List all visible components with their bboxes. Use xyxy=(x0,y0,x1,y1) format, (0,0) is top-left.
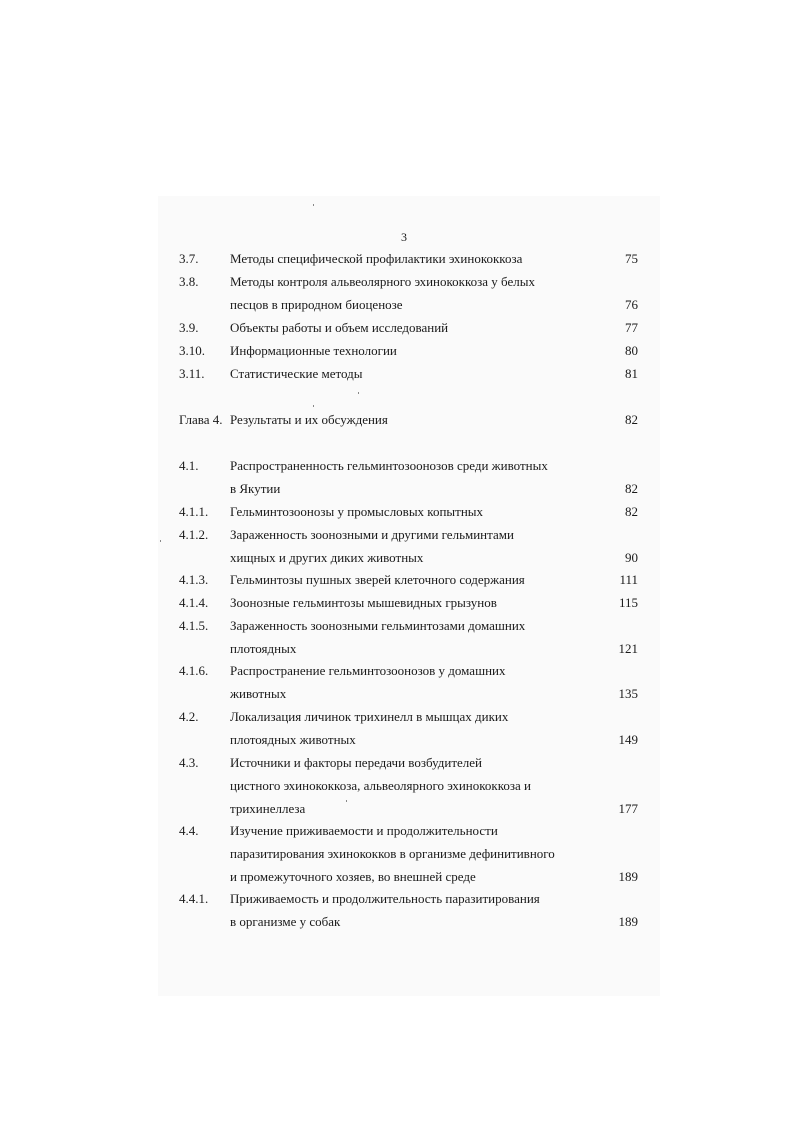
toc-entry-page: 177 xyxy=(618,801,638,816)
toc-entry-title: паразитирования эхинококков в организме дефинитивного xyxy=(230,846,555,861)
toc-entry-page: 76 xyxy=(625,297,638,312)
toc-entry-number: 4.4. xyxy=(179,823,199,838)
toc-entry-title: в Якутии xyxy=(230,481,281,496)
toc-entry-number: 4.2. xyxy=(179,709,199,724)
toc-entry-title: плотоядных животных xyxy=(230,732,356,747)
scan-speck xyxy=(346,800,347,802)
toc-entry-page: 81 xyxy=(625,366,638,381)
toc-entry-title: Зараженность зоонозными гельминтозами домашних xyxy=(230,618,526,633)
toc-entry-page: 82 xyxy=(625,504,638,519)
toc-entry-page: 111 xyxy=(619,572,638,587)
toc-entry-title: трихинеллеза xyxy=(230,801,306,816)
toc-entry-title: животных xyxy=(230,686,287,701)
toc-entry-number: 3.7. xyxy=(179,251,199,266)
toc-entry-title: Статистические методы xyxy=(230,366,363,381)
toc-entry-page: 189 xyxy=(618,914,638,929)
scan-speck xyxy=(358,392,359,394)
toc-entry-title: и промежуточного хозяев, во внешней среде xyxy=(230,869,476,884)
toc-entry-page: 90 xyxy=(625,550,638,565)
toc-entry-title: Изучение приживаемости и продолжительности xyxy=(230,823,498,838)
toc-entry-title: песцов в природном биоценозе xyxy=(230,297,403,312)
toc-entry-title: цистного эхинококкоза, альвеолярного эхинококкоза и xyxy=(230,778,531,793)
toc-entry-title: Результаты и их обсуждения xyxy=(230,412,388,427)
toc-entry-title: Зоонозные гельминтозы мышевидных грызунов xyxy=(230,595,497,610)
toc-entry-title: Источники и факторы передачи возбудителей xyxy=(230,755,483,770)
toc-entry-number: 4.1.4. xyxy=(179,595,209,610)
scan-speck xyxy=(313,405,314,407)
toc-entry-page: 82 xyxy=(625,481,638,496)
toc-entry-title: в организме у собак xyxy=(230,914,341,929)
toc-entry-page: 121 xyxy=(618,641,638,656)
toc-entry-title: Распространенность гельминтозоонозов среди животных xyxy=(230,458,548,473)
toc-entry-title: Гельминтозоонозы у промысловых копытных xyxy=(230,504,484,519)
toc-entry-title: Объекты работы и объем исследований xyxy=(230,320,449,335)
toc-entry-title: Локализация личинок трихинелл в мышцах диких xyxy=(230,709,509,724)
toc-entry-number: 4.3. xyxy=(179,755,199,770)
toc-entry-title: Распространение гельминтозоонозов у домашних xyxy=(230,663,506,678)
toc-entry-title: Методы специфической профилактики эхинококкоза xyxy=(230,251,523,266)
toc-entry-page: 75 xyxy=(625,251,638,266)
toc-entry-title: Гельминтозы пушных зверей клеточного содержания xyxy=(230,572,525,587)
toc-entry-number: 4.1.6. xyxy=(179,663,209,678)
scan-speck xyxy=(313,204,314,206)
toc-entry-page: 189 xyxy=(618,869,638,884)
toc-entry-title: хищных и других диких животных xyxy=(230,550,424,565)
toc-entry-page: 82 xyxy=(625,412,638,427)
toc-entry-number: 4.4.1. xyxy=(179,891,209,906)
toc-entry-title: Зараженность зоонозными и другими гельминтами xyxy=(230,527,514,542)
toc-entry-page: 135 xyxy=(618,686,638,701)
toc-entry-number: 3.8. xyxy=(179,274,199,289)
toc-entry-number: 3.9. xyxy=(179,320,199,335)
toc-entry-title: Приживаемость и продолжительность паразитирования xyxy=(230,891,540,906)
toc-entry-number: 4.1.3. xyxy=(179,572,209,587)
toc-entry-number: 4.1. xyxy=(179,458,199,473)
toc-entry-page: 77 xyxy=(625,320,638,335)
toc-entry-number: 4.1.5. xyxy=(179,618,209,633)
toc-entry-number: Глава 4. xyxy=(179,412,223,427)
page-number: 3 xyxy=(401,230,407,244)
toc-entry-title: Информационные технологии xyxy=(230,343,397,358)
scan-speck xyxy=(160,540,161,542)
toc-entry-number: 4.1.1. xyxy=(179,504,209,519)
toc-entry-title: Методы контроля альвеолярного эхинококкоза у белых xyxy=(230,274,535,289)
toc-entry-number: 3.11. xyxy=(179,366,205,381)
toc-entry-number: 4.1.2. xyxy=(179,527,209,542)
toc-entry-number: 3.10. xyxy=(179,343,205,358)
toc-entry-page: 149 xyxy=(618,732,638,747)
toc-entry-page: 115 xyxy=(618,595,638,610)
toc-entry-page: 80 xyxy=(625,343,638,358)
toc-entry-title: плотоядных xyxy=(230,641,297,656)
